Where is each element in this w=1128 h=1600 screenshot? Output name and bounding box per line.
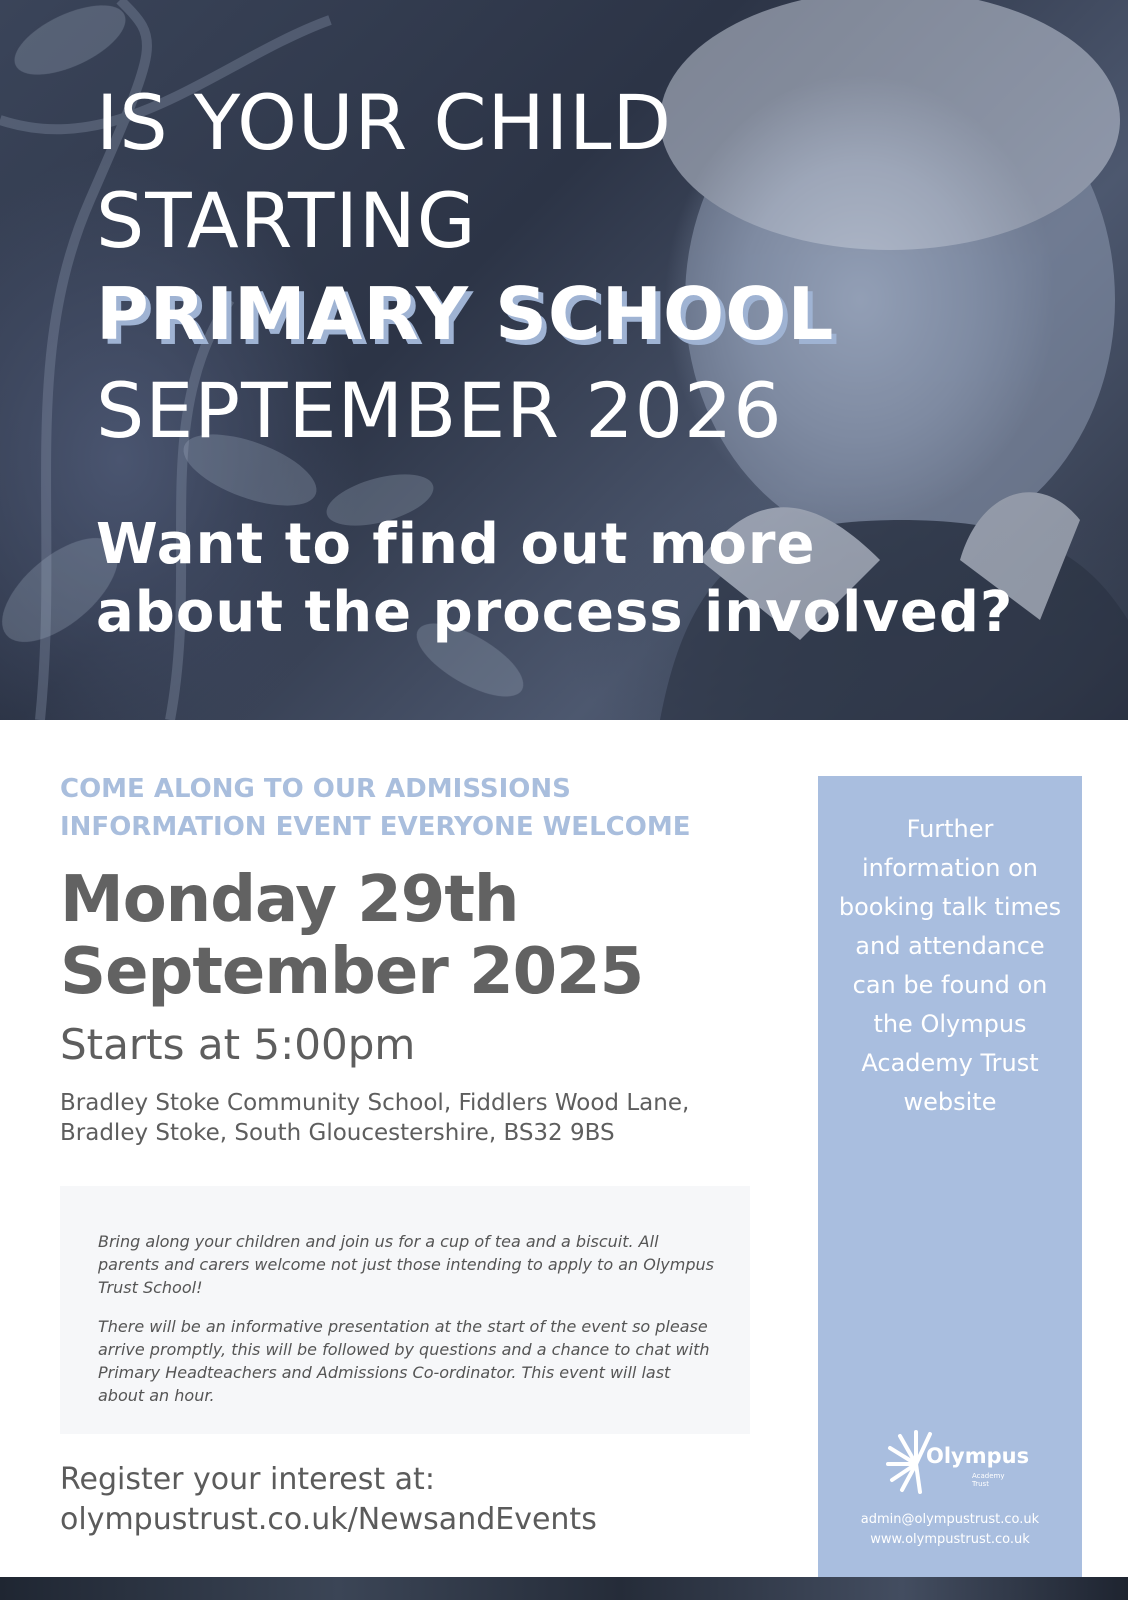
- logo-subtitle: Academy Trust: [972, 1472, 1005, 1488]
- register-label: Register your interest at:: [60, 1462, 435, 1497]
- details-paragraph-1: Bring along your children and join us for a cup of tea and a biscuit. All parents and carers welcome not just those intending to apply to an Olympus Trust School!: [98, 1232, 714, 1297]
- event-details-box: [60, 1186, 750, 1434]
- hero-line-4: SEPTEMBER 2026: [96, 366, 783, 455]
- register-url-link[interactable]: olympustrust.co.uk/NewsandEvents: [60, 1502, 597, 1537]
- sidebar-info-text: Further information on booking talk times and attendance can be found on the Olympus Academy Trust website: [838, 815, 1062, 1116]
- event-start-time: Starts at 5:00pm: [60, 1020, 416, 1069]
- event-date-line-2: September 2025: [60, 935, 644, 1009]
- footer-photo-strip: [0, 1577, 1128, 1600]
- hero-question-line-2: about the process involved?: [96, 580, 1014, 645]
- event-date-line-1: Monday 29th: [60, 863, 519, 937]
- invite-line-2: INFORMATION EVENT EVERYONE WELCOME: [60, 812, 691, 842]
- details-paragraph-2: There will be an informative presentation at the start of the event so please arrive promptly, this will be followed by questions and a chance to chat with Primary Headteachers and Admissions Co-ordinator. This event will last about an hour.: [98, 1317, 710, 1405]
- hero-question-line-1: Want to find out more: [96, 512, 816, 577]
- contact-email-link[interactable]: admin@olympustrust.co.uk: [860, 1512, 1040, 1527]
- olympus-logo: [886, 1426, 1030, 1502]
- address-line-1: Bradley Stoke Community School, Fiddlers Wood Lane,: [60, 1090, 690, 1116]
- hero-line-1: IS YOUR CHILD: [96, 78, 672, 167]
- event-address: [60, 1088, 780, 1148]
- hero-line-3: PRIMARY SCHOOL: [96, 272, 835, 356]
- contact-details: [818, 1510, 1082, 1550]
- hero-banner: [0, 0, 1128, 720]
- register-interest: [60, 1460, 597, 1540]
- info-sidebar: [818, 776, 1082, 1577]
- invite-line-1: COME ALONG TO OUR ADMISSIONS: [60, 774, 571, 804]
- logo-wordmark: Olympus: [926, 1444, 1030, 1468]
- hero-line-2: STARTING: [96, 176, 477, 265]
- contact-website-link[interactable]: www.olympustrust.co.uk: [870, 1532, 1030, 1547]
- address-line-2: Bradley Stoke, South Gloucestershire, BS32 9BS: [60, 1120, 615, 1146]
- event-date: [60, 864, 780, 1008]
- event-invite-heading: [60, 770, 760, 846]
